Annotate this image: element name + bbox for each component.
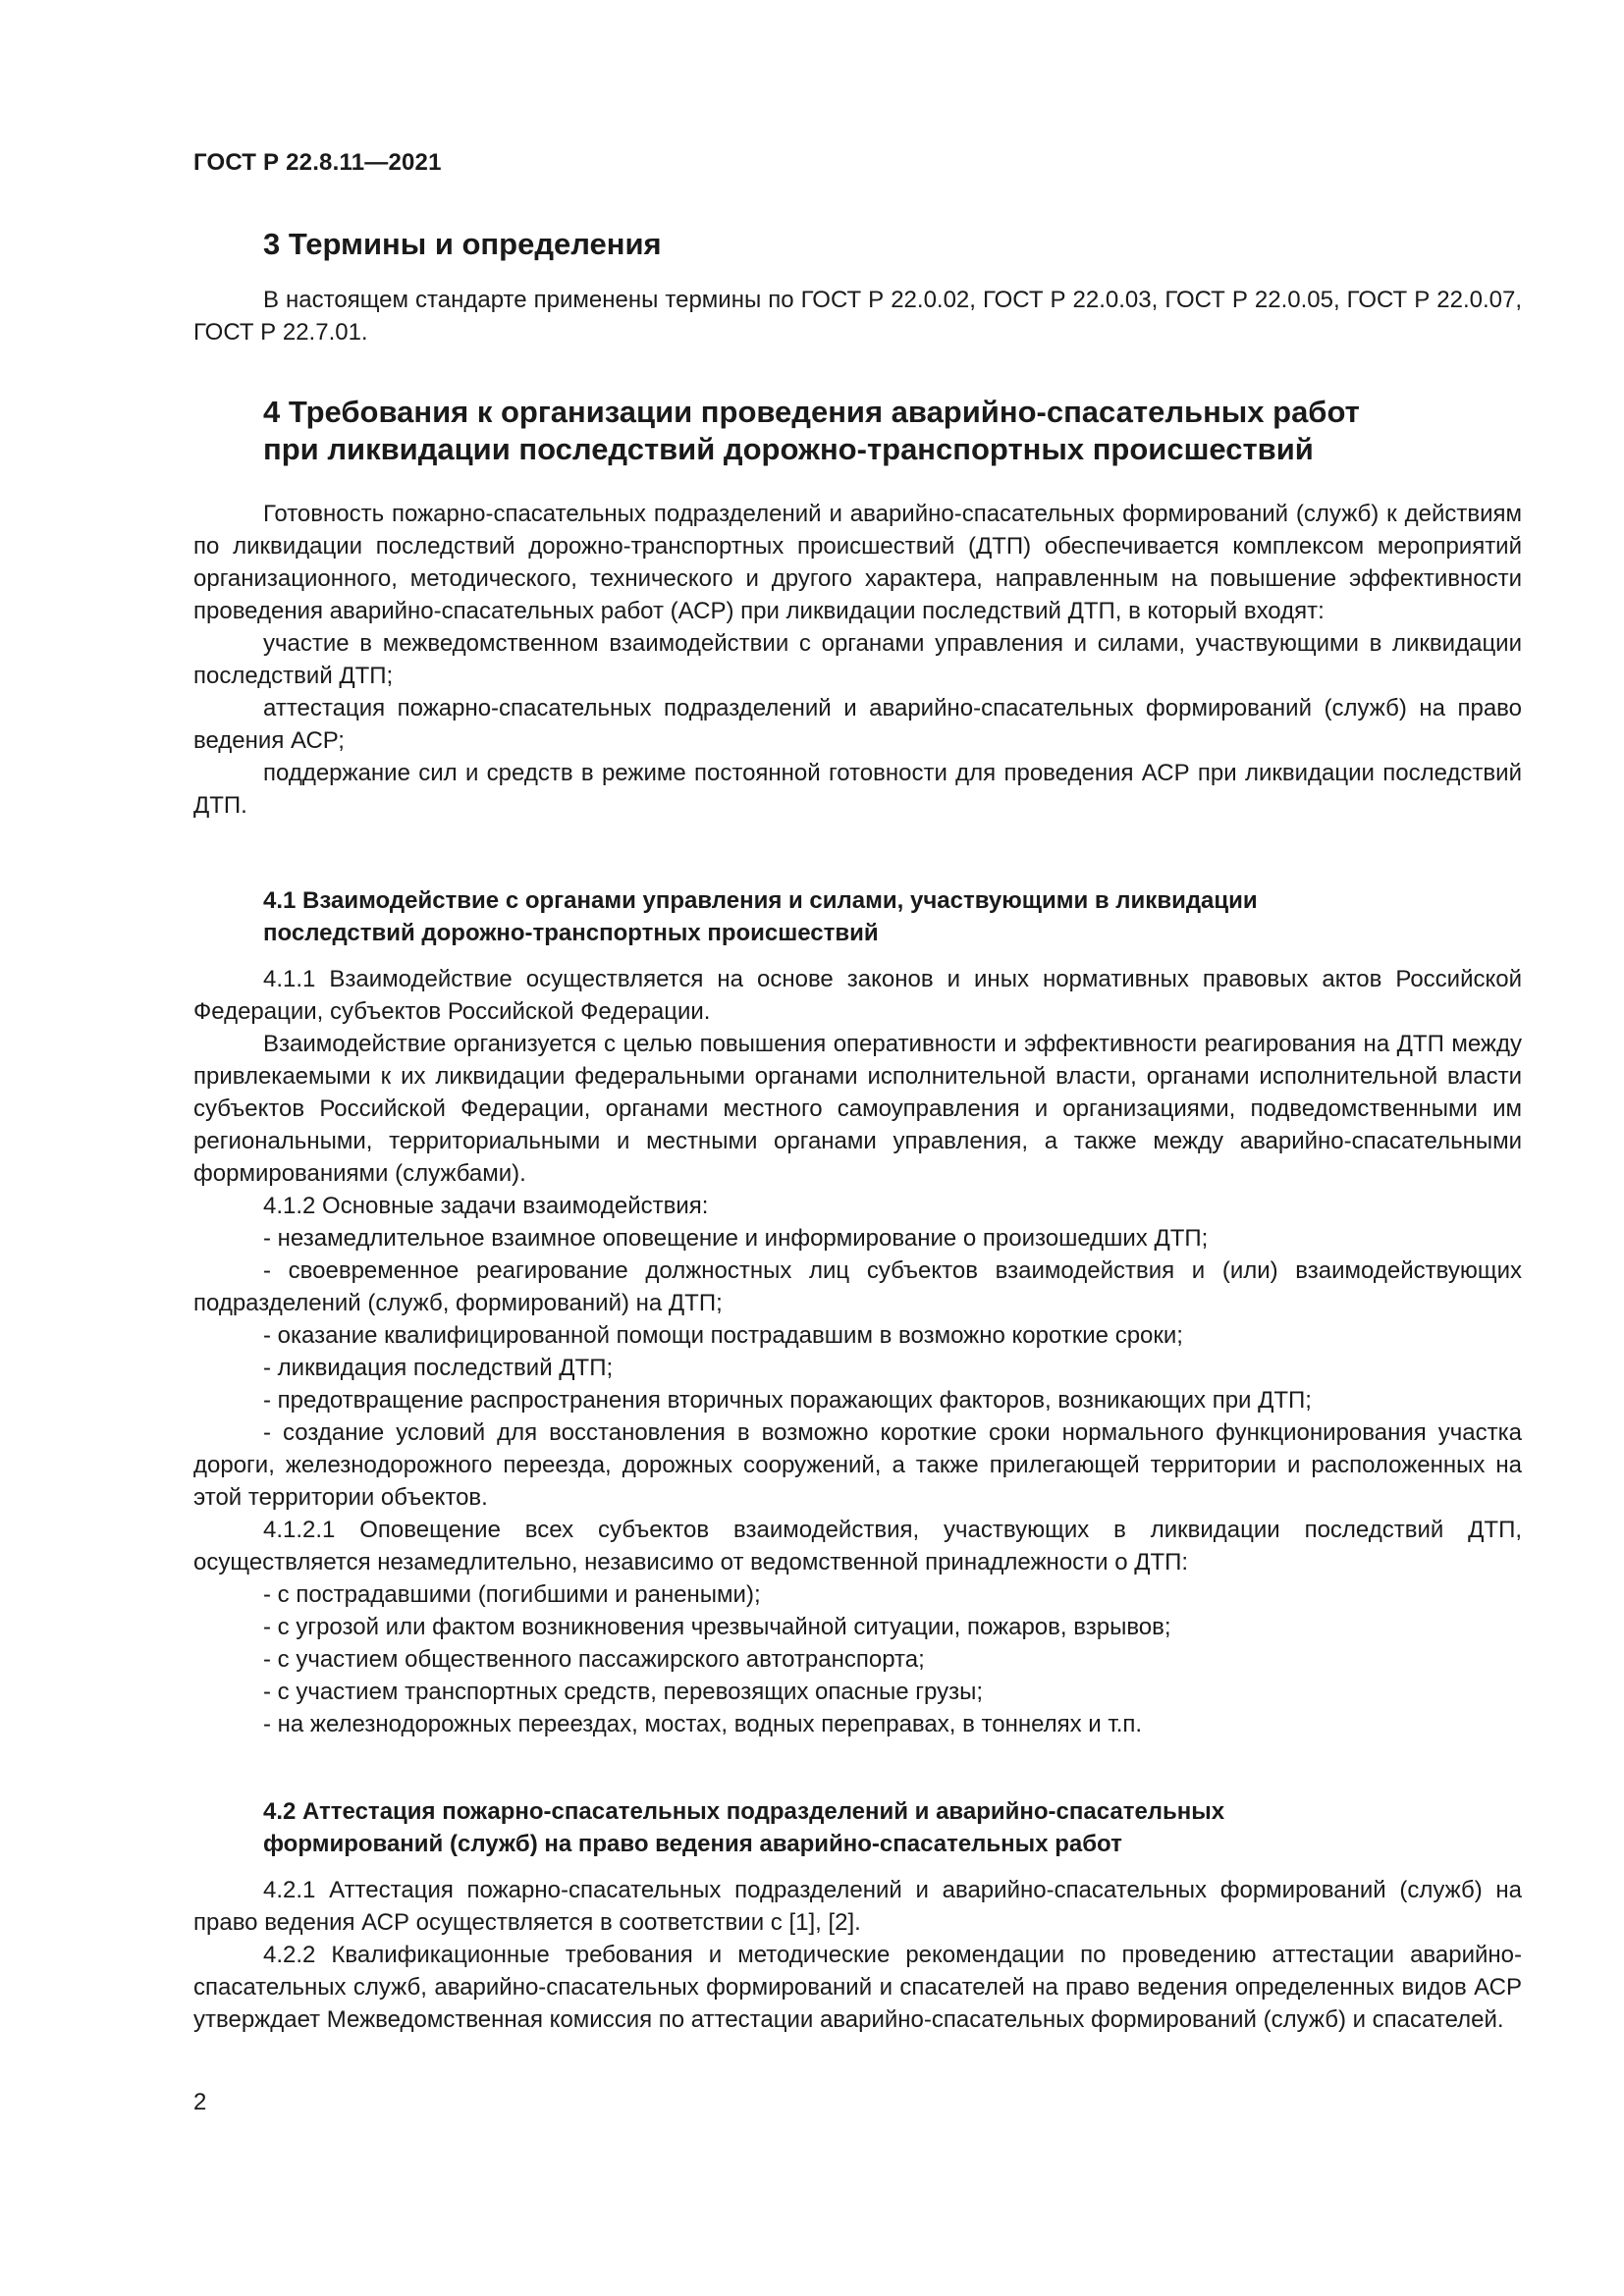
paragraph: 4.1.1 Взаимодействие осуществляется на основе законов и иных нормативных правовых актов Российской Федерации, субъектов Российской Федерации. [193,966,1522,1025]
section-3-title: 3 Термины и определения [263,227,662,261]
section-4-1-title [263,884,1522,949]
list-item: - на железнодорожных переездах, мостах, водных переправах, в тоннелях и т.п. [263,1711,1143,1737]
page-number: 2 [193,2089,207,2115]
paragraph: 4.2.1 Аттестация пожарно-спасательных подразделений и аварийно-спасательных формирований (служб) на право ведения АСР осуществляется в соответствии с [1], [2]. [193,1877,1522,1936]
list-item: - незамедлительное взаимное оповещение и информирование о произошедших ДТП; [263,1225,1209,1252]
section-4-title-line-1: 4 Требования к организации проведения аварийно-спасательных работ [263,395,1360,429]
section-4-title-line-2: при ликвидации последствий дорожно-транспортных происшествий [263,432,1314,466]
paragraph: поддержание сил и средств в режиме постоянной готовности для проведения АСР при ликвидации последствий ДТП. [193,760,1522,819]
section-4-1-title-line-1: 4.1 Взаимодействие с органами управления и силами, участвующими в ликвидации [263,887,1258,914]
section-4-1-title-line-2: последствий дорожно-транспортных происшествий [263,920,879,946]
list-item: - с пострадавшими (погибшими и ранеными); [263,1581,761,1608]
paragraph: В настоящем стандарте применены термины по ГОСТ Р 22.0.02, ГОСТ Р 22.0.03, ГОСТ Р 22.0.05, ГОСТ Р 22.0.07, ГОСТ Р 22.7.01. [193,287,1522,346]
list-item: - ликвидация последствий ДТП; [263,1355,614,1381]
section-4-1-body [193,963,1522,1740]
paragraph: 4.1.2.1 Оповещение всех субъектов взаимодействия, участвующих в ликвидации последствий ДТП, осуществляется незамедлительно, независимо от ведомственной принадлежности о ДТП: [193,1517,1522,1575]
section-3-body [193,284,1522,348]
paragraph: 4.1.2 Основные задачи взаимодействия: [263,1193,709,1219]
paragraph: 4.2.2 Квалификационные требования и методические рекомендации по проведению аттестации аварийно-спасательных служб, аварийно-спасательных формирований и спасателей на право ведения определенных видов АСР утверждает Межведомственная комиссия по аттестации аварийно-спасательных формирований (служб) и спасателей. [193,1942,1522,2033]
section-4-2-title-line-2: формирований (служб) на право ведения аварийно-спасательных работ [263,1831,1122,1857]
list-item: - создание условий для восстановления в возможно короткие сроки нормального функционирования участка дороги, железнодорожного переезда, дорожных сооружений, а также прилегающей территории и расположенных на этой территории объектов. [193,1419,1522,1511]
list-item: - с участием общественного пассажирского автотранспорта; [263,1646,925,1673]
list-item: - с угрозой или фактом возникновения чрезвычайной ситуации, пожаров, взрывов; [263,1614,1171,1640]
paragraph: Готовность пожарно-спасательных подразделений и аварийно-спасательных формирований (служб) к действиям по ликвидации последствий дорожно-транспортных происшествий (ДТП) обеспечивается комплексом мероприятий организационного, методического, технического и другого характера, направленным на повышение эффективности проведения аварийно-спасательных работ (АСР) при ликвидации последствий ДТП, в который входят: [193,501,1522,624]
section-4-body [193,498,1522,822]
section-4-2-title-line-1: 4.2 Аттестация пожарно-спасательных подразделений и аварийно-спасательных [263,1798,1225,1825]
doc-header: ГОСТ Р 22.8.11—2021 [193,149,442,176]
list-item: - предотвращение распространения вторичных поражающих факторов, возникающих при ДТП; [263,1387,1312,1414]
paragraph: участие в межведомственном взаимодействии с органами управления и силами, участвующими в ликвидации последствий ДТП; [193,630,1522,689]
section-4-2-title [263,1795,1522,1860]
section-4-2-body [193,1874,1522,2036]
list-item: - оказание квалифицированной помощи пострадавшим в возможно короткие сроки; [263,1322,1183,1349]
section-4-title [263,394,1522,468]
list-item: - с участием транспортных средств, перевозящих опасные грузы; [263,1679,983,1705]
list-item: - своевременное реагирование должностных лиц субъектов взаимодействия и (или) взаимодействующих подразделений (служб, формирований) на ДТП; [193,1257,1522,1316]
paragraph: Взаимодействие организуется с целью повышения оперативности и эффективности реагирования на ДТП между привлекаемыми к их ликвидации федеральными органами исполнительной власти, органами исполнительной власти субъектов Российской Федерации, органами местного самоуправления и организациями, подведомственными им региональными, территориальными и местными органами управления, а также между аварийно-спасательными формированиями (службами). [193,1031,1522,1187]
paragraph: аттестация пожарно-спасательных подразделений и аварийно-спасательных формирований (служб) на право ведения АСР; [193,695,1522,754]
